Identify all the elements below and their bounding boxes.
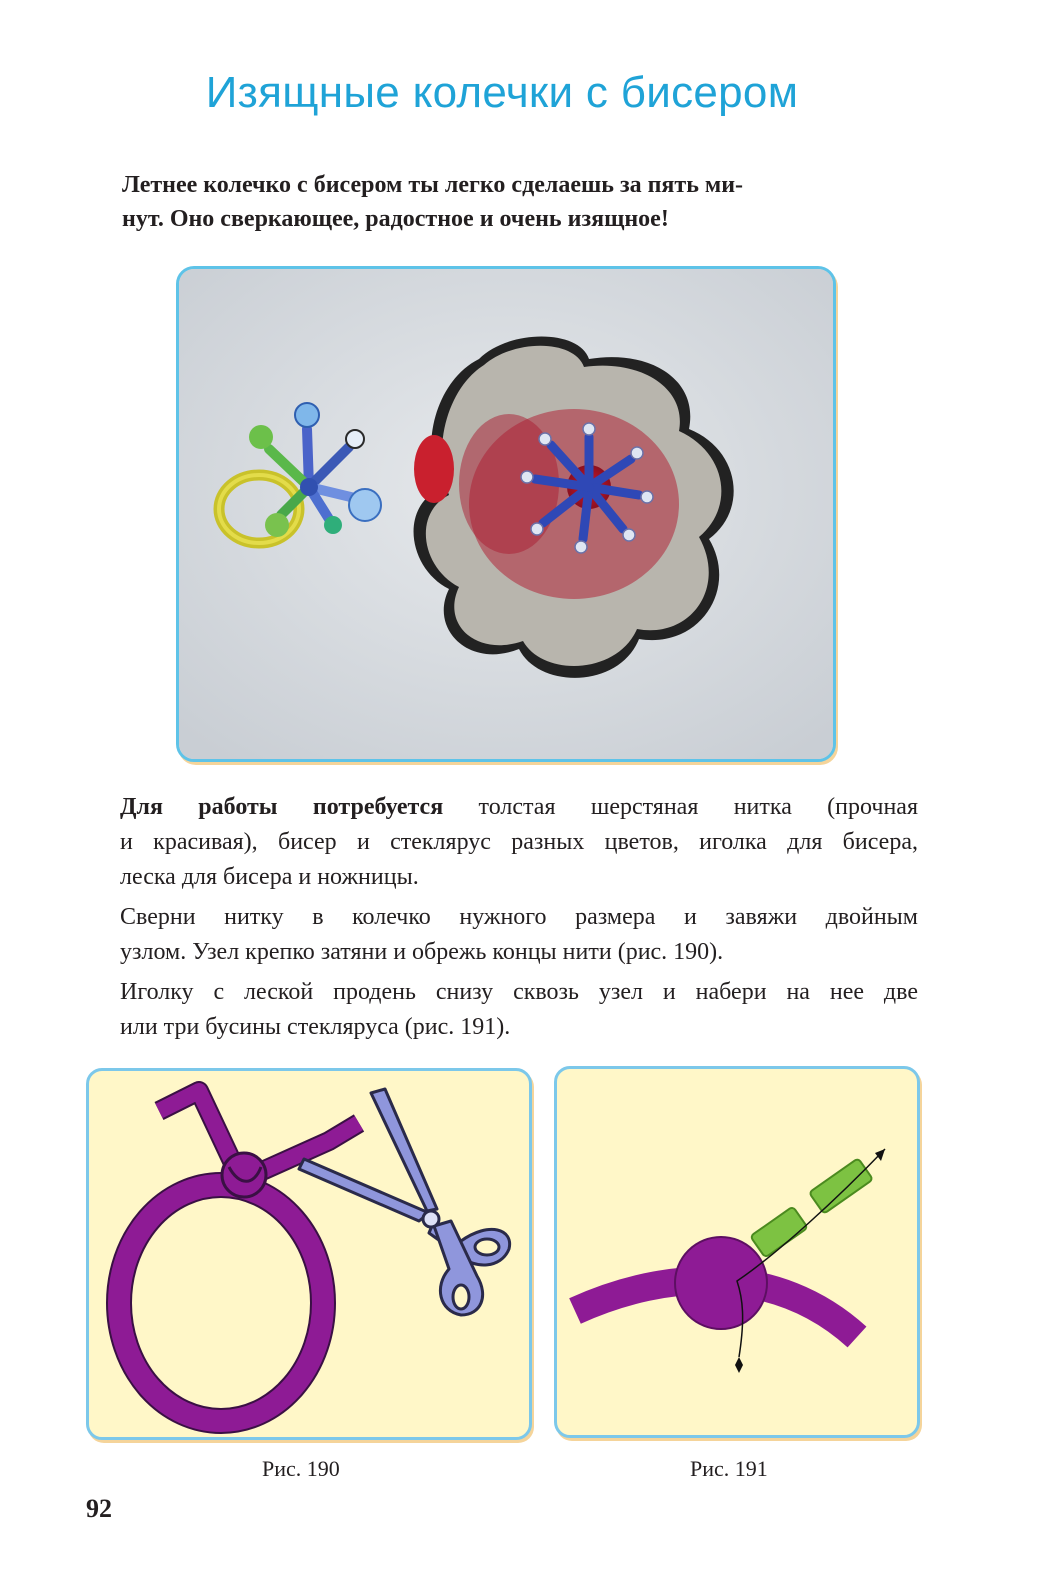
instructions-text xyxy=(86,790,918,1050)
figure-191-beads-on-line xyxy=(554,1066,920,1438)
page-number: 92 xyxy=(86,1494,112,1523)
caption-fig-190: Рис. 190 xyxy=(262,1456,340,1481)
caption-fig-191: Рис. 191 xyxy=(690,1456,768,1481)
materials-lead: Для работы потребуется xyxy=(120,794,444,820)
materials-line-1: толстая шерстяная нитка (прочная xyxy=(443,794,919,820)
figure-190-ring-knot xyxy=(86,1068,532,1440)
step1-line-2: узлом. Узел крепко затяни и обрежь концы нити (рис. 190). xyxy=(120,939,724,965)
page-title: Изящные колечки с бисером xyxy=(205,68,799,117)
arrow-icon xyxy=(875,1149,885,1161)
lead-paragraph xyxy=(122,168,882,236)
lead-line-1: Летнее колечко с бисером ты легко сделаешь за пять ми- xyxy=(122,172,744,198)
materials-line-2: и красивая), бисер и стеклярус разных цветов, иголка для бисера, xyxy=(120,829,918,855)
paragraph-step-2 xyxy=(86,975,918,1045)
photo-rings xyxy=(176,266,836,762)
paragraph-materials xyxy=(86,790,918,895)
step2-line-1: Иголку с леской продень снизу сквозь узел и набери на нее две xyxy=(120,979,918,1005)
paragraph-step-1 xyxy=(86,900,918,970)
step2-line-2: или три бусины стекляруса (рис. 191). xyxy=(120,1014,511,1040)
materials-line-3: леска для бисера и ножницы. xyxy=(120,864,419,890)
step1-line-1: Сверни нитку в колечко нужного размера и завяжи двойным xyxy=(120,904,918,930)
needle-tip-icon xyxy=(735,1357,743,1373)
lead-line-2: нут. Оно сверкающее, радостное и очень изящное! xyxy=(122,206,669,232)
